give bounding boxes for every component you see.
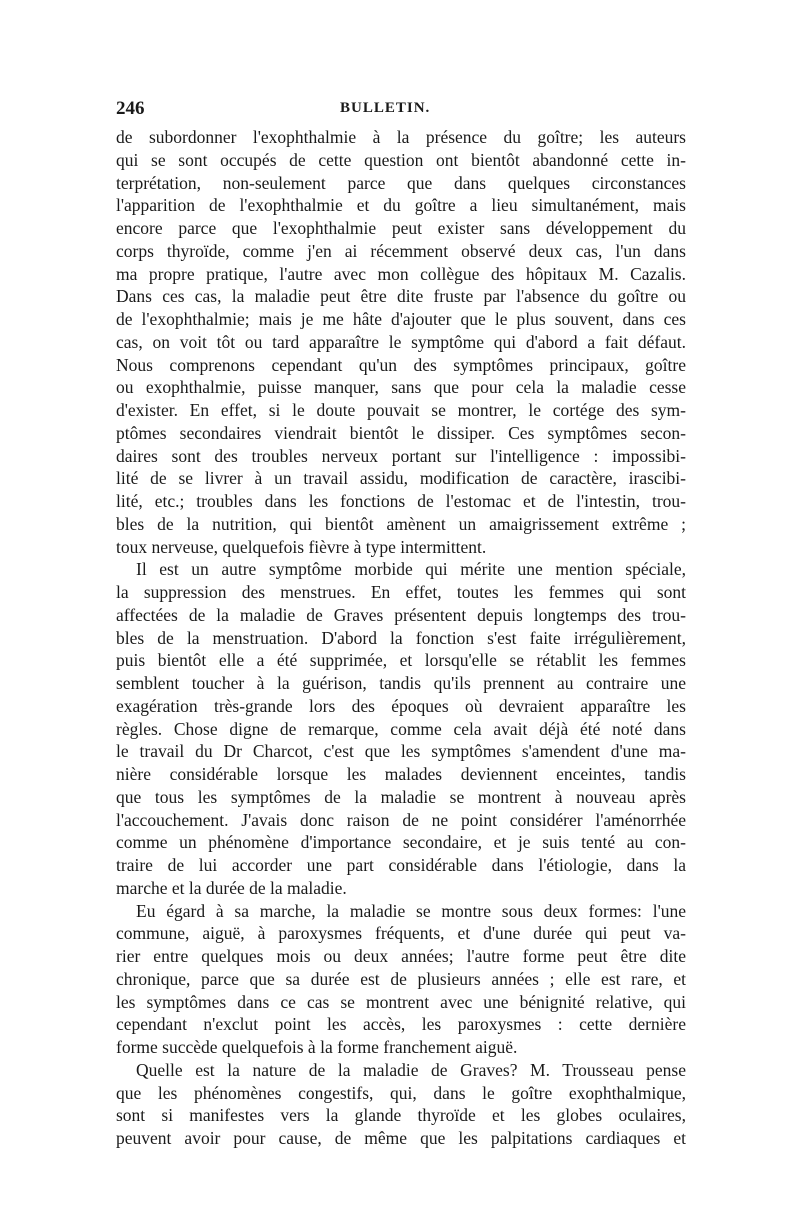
text-line: exagération très-grande lors des époques où devraient apparaître les: [116, 695, 686, 716]
text-line: terprétation, non-seulement parce que dans quelques circonstances: [116, 172, 686, 193]
text-line: encore parce que l'exophthalmie peut exister sans développement du: [116, 218, 686, 238]
text-line: l'accouchement. J'avais donc raison de ne point considérer l'aménorrhée: [116, 809, 686, 830]
text-line: lité, etc.; troubles dans les fonctions de l'estomac et de l'intestin, trou-: [116, 491, 686, 511]
text-line: de subordonner l'exophthalmie à la présence du goître; les auteurs: [116, 127, 686, 147]
page-header: [116, 98, 686, 122]
text-line: bles de la menstruation. D'abord la fonction s'est faite irrégulièrement,: [116, 627, 686, 648]
body-text: [116, 126, 686, 1150]
text-line: commune, aiguë, à paroxysmes fréquents, et d'une durée qui peut va-: [116, 923, 686, 944]
text-line: comme un phénomène d'importance secondaire, et je suis tenté au con-: [116, 832, 686, 853]
text-line: d'exister. En effet, si le doute pouvait se montrer, le cortége des sym-: [116, 400, 686, 420]
text-line: l'apparition de l'exophthalmie et du goître a lieu simultanément, mais: [116, 195, 686, 216]
text-line: peuvent avoir pour cause, de même que les palpitations cardiaques et: [116, 1128, 686, 1148]
text-line: puis bientôt elle a été supprimée, et lorsqu'elle se rétablit les femmes: [116, 650, 686, 671]
text-line: cas, on voit tôt ou tard apparaître le symptôme qui d'abord a fait défaut.: [116, 331, 686, 352]
text-line: règles. Chose digne de remarque, comme cela avait déjà été noté dans: [116, 718, 686, 739]
text-line: Eu égard à sa marche, la maladie se montre sous deux formes: l'une: [136, 900, 686, 921]
text-line: ou exophthalmie, puisse manquer, sans que pour cela la maladie cesse: [116, 377, 686, 398]
text-line: ma propre pratique, l'autre avec mon collègue des hôpitaux M. Cazalis.: [116, 263, 686, 284]
text-line: traire de lui accorder une part considérable dans l'étiologie, dans la: [116, 855, 686, 875]
text-line: daires sont des troubles nerveux portant sur l'intelligence : impossibi-: [116, 445, 686, 466]
running-head: BULLETIN.: [340, 100, 431, 116]
text-line: que tous les symptômes de la maladie se montrent à nouveau après: [116, 786, 686, 807]
text-line: qui se sont occupés de cette question ont bientôt abandonné cette in-: [116, 149, 686, 170]
text-line: corps thyroïde, comme j'en ai récemment observé deux cas, l'un dans: [116, 240, 686, 261]
text-line: la suppression des menstrues. En effet, toutes les femmes qui sont: [116, 582, 686, 602]
text-line: Dans ces cas, la maladie peut être dite fruste par l'absence du goître ou: [116, 286, 686, 307]
text-line: bles de la nutrition, qui bientôt amènent un amaigrissement extrême ;: [116, 513, 686, 534]
text-line: les symptômes dans ce cas se montrent avec une bénignité relative, qui: [116, 991, 686, 1012]
text-line: nière considérable lorsque les malades deviennent enceintes, tandis: [116, 764, 686, 784]
text-line: lité de se livrer à un travail assidu, modification de caractère, irascibi-: [116, 468, 686, 489]
text-line: cependant n'exclut point les accès, les paroxysmes : cette dernière: [116, 1014, 686, 1035]
text-line: le travail du Dr Charcot, c'est que les symptômes s'amendent d'une ma-: [116, 741, 686, 762]
text-line: affectées de la maladie de Graves présentent depuis longtemps des trou-: [116, 604, 686, 625]
text-line: forme succède quelquefois à la forme franchement aiguë.: [116, 1037, 518, 1057]
text-line: marche et la durée de la maladie.: [116, 877, 347, 898]
text-line: Quelle est la nature de la maladie de Graves? M. Trousseau pense: [136, 1059, 686, 1080]
text-line: rier entre quelques mois ou deux années; l'autre forme peut être dite: [116, 946, 686, 966]
text-line: semblent toucher à la guérison, tandis qu'ils prennent au contraire une: [116, 673, 686, 693]
text-line: chronique, parce que sa durée est de plusieurs années ; elle est rare, et: [116, 968, 686, 989]
text-line: sont si manifestes vers la glande thyroïde et les globes oculaires,: [116, 1105, 686, 1126]
text-line: de l'exophthalmie; mais je me hâte d'ajouter que le plus souvent, dans ces: [116, 309, 686, 329]
page-number: 246: [116, 98, 145, 119]
text-line: ptômes secondaires viendrait bientôt le dissiper. Ces symptômes secon-: [116, 422, 686, 443]
text-line: que les phénomènes congestifs, qui, dans le goître exophthalmique,: [116, 1082, 686, 1103]
text-line: Nous comprenons cependant qu'un des symptômes principaux, goître: [116, 354, 686, 375]
text-line: toux nerveuse, quelquefois fièvre à type intermittent.: [116, 536, 487, 557]
text-line: Il est un autre symptôme morbide qui mérite une mention spéciale,: [136, 559, 686, 580]
